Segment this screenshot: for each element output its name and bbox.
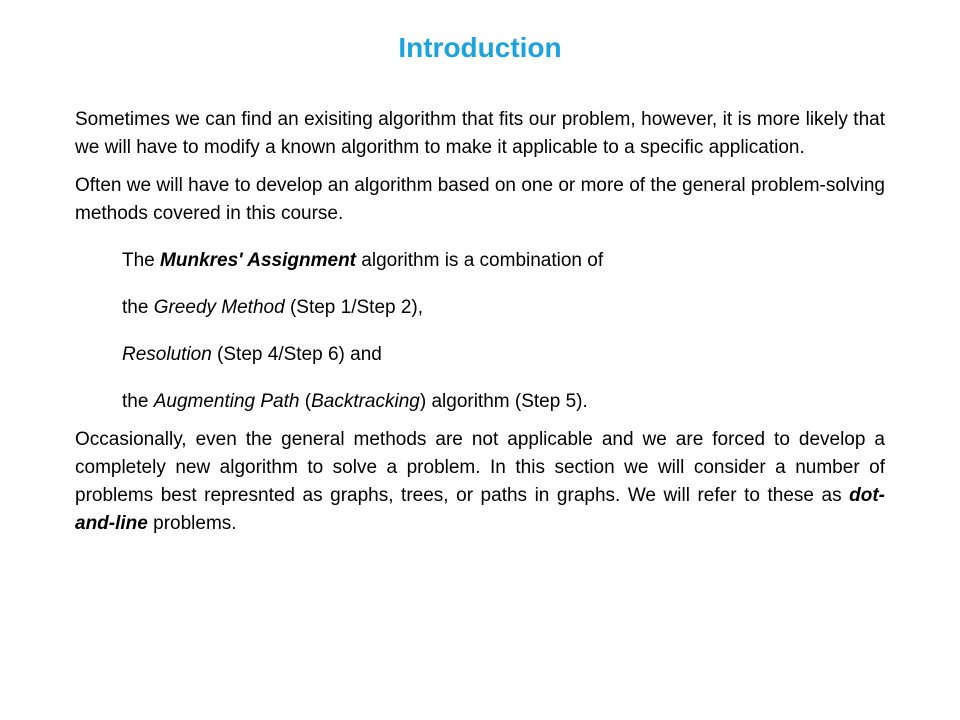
paragraph-develop-algorithm: Often we will have to develop an algorithm based on one or more of the general problem-solving methods covered in this course. — [75, 175, 885, 224]
munkres-assignment-term: Munkres' Assignment — [160, 250, 356, 271]
greedy-line-post: (Step 1/Step 2), — [284, 297, 424, 318]
new-algorithm-post: problems. — [147, 513, 237, 534]
munkres-line-pre: The — [122, 250, 161, 271]
resolution-line-post: (Step 4/Step 6) and — [211, 344, 382, 365]
munkres-line — [75, 247, 885, 275]
paragraph-existing-algorithm: Sometimes we can find an exisiting algorithm that fits our problem, however, it is more likely that we will have to modify a known algorithm to make it applicable to a specific application. — [75, 109, 885, 158]
resolution-line — [75, 341, 885, 369]
resolution-term: Resolution — [122, 344, 212, 365]
slide-title: Introduction — [398, 32, 562, 63]
munkres-line-post: algorithm is a combination of — [356, 250, 604, 271]
greedy-method-term: Greedy Method — [153, 297, 285, 318]
greedy-line-pre: the — [122, 297, 154, 318]
greedy-method-line — [75, 294, 885, 322]
new-algorithm-text: Occasionally, even the general methods are not applicable and we are forced to develop a completely new algorithm to solve a problem. In this section we will consider a number of problems best represnted as graphs, trees, or paths in graphs. We will refer to these as — [75, 429, 885, 506]
augmenting-line-post: ) algorithm (Step 5). — [419, 391, 588, 412]
augmenting-path-term: Augmenting Path — [153, 391, 300, 412]
augmenting-line-mid: ( — [299, 391, 312, 412]
augmenting-path-line — [75, 388, 885, 416]
dot-and-line-term: dot-and-line — [75, 485, 885, 534]
slide-body — [75, 106, 885, 548]
paragraph-new-algorithm — [75, 426, 885, 538]
backtracking-term: Backtracking — [311, 391, 420, 412]
augmenting-line-pre: the — [122, 391, 154, 412]
